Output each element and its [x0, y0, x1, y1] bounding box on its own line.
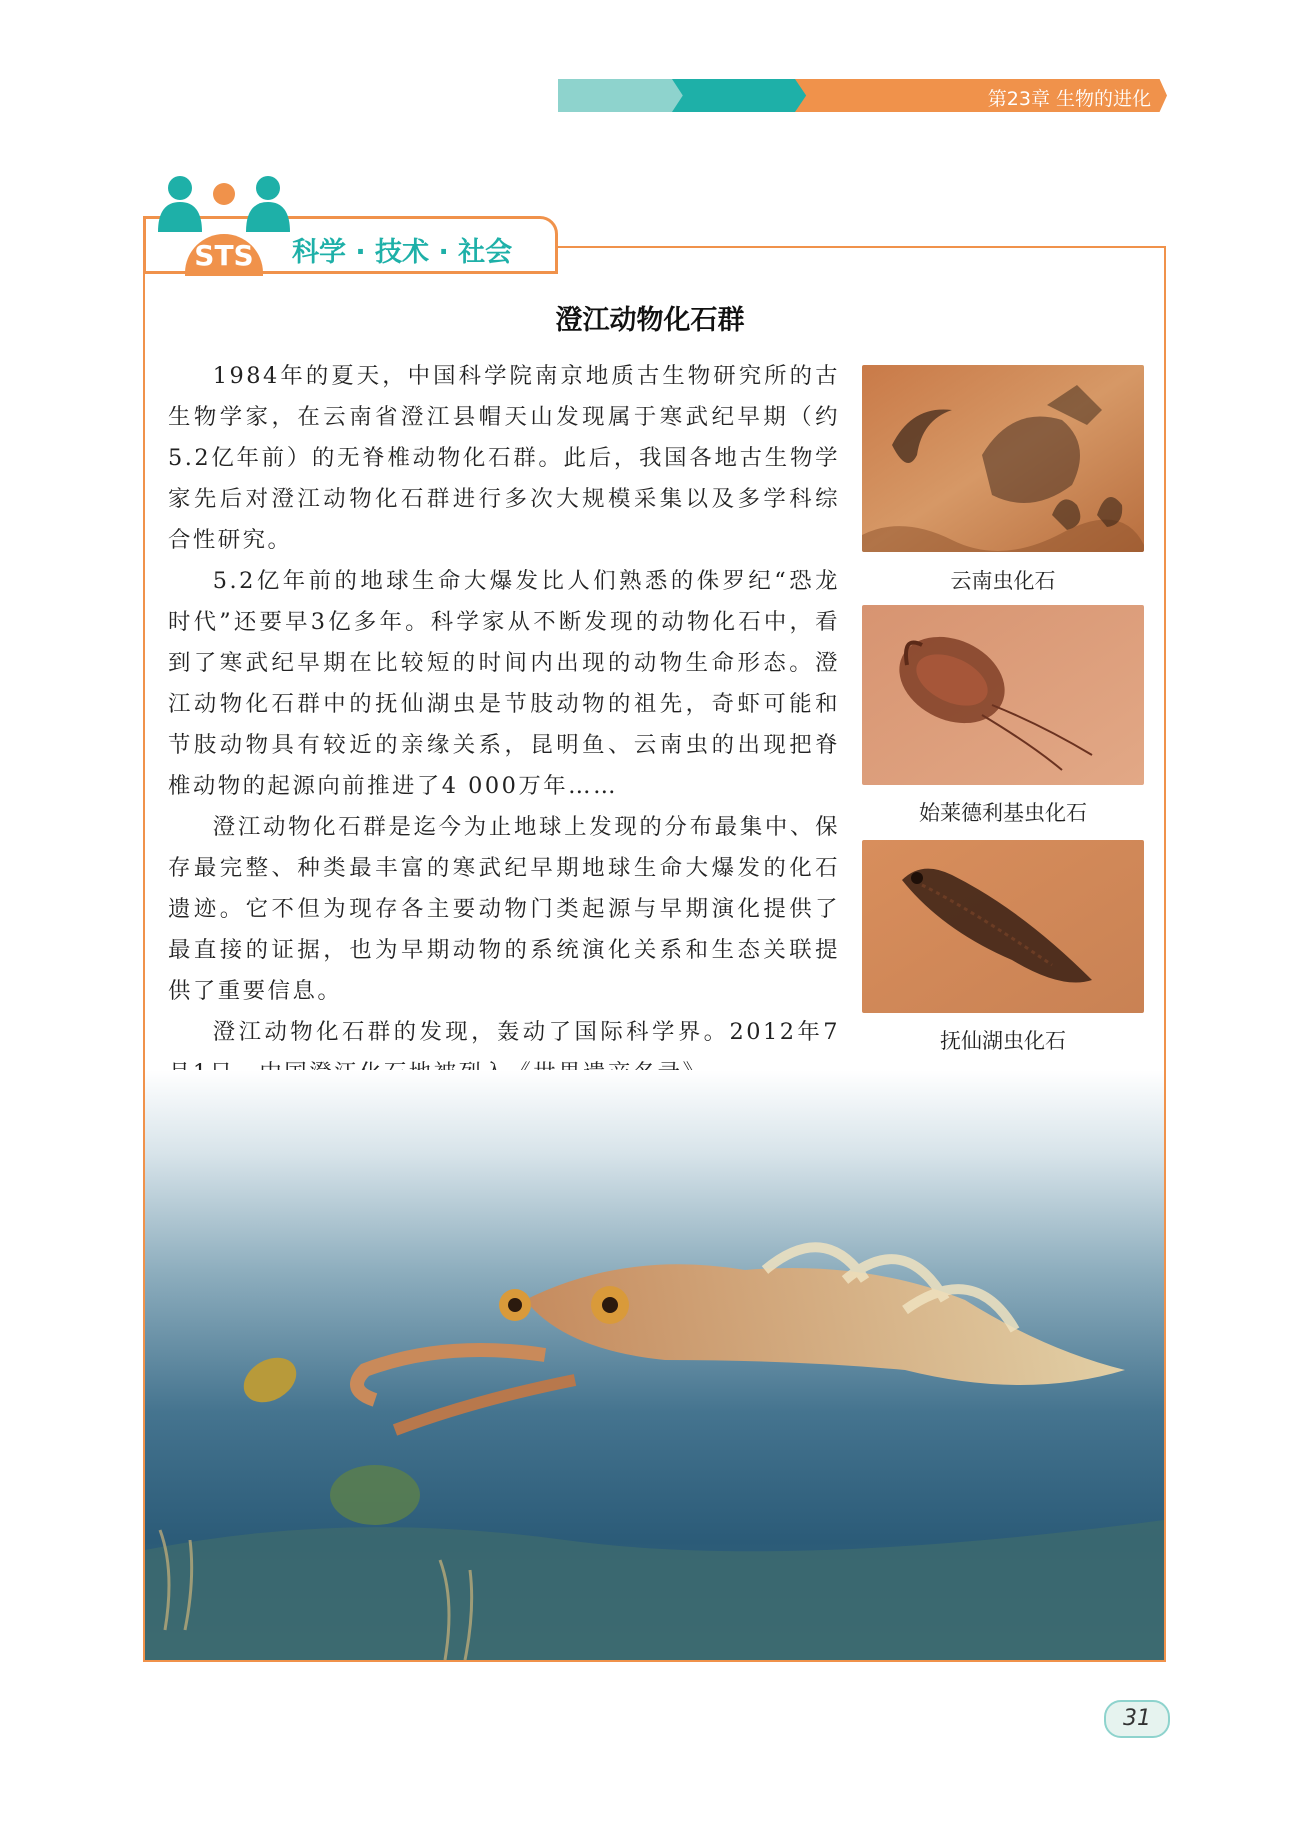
trilobite-fossil-photo — [862, 605, 1144, 785]
paragraph: 5.2亿年前的地球生命大爆发比人们熟悉的侏罗纪“恐龙时代”还要早3亿多年。科学家从不断发现的动物化石中，看到了寒武纪早期在比较短的时间内出现的动物生命形态。澄江动物化石群中的抚仙湖虫是节肢动物的祖先，奇虾可能和节肢动物具有较近的亲缘关系，昆明鱼、云南虫的出现把脊椎动物的起源向前推进了4 000万年…… — [168, 568, 840, 799]
yunnanozoon-fossil-photo — [862, 365, 1144, 552]
paragraph: 1984年的夏天，中国科学院南京地质古生物研究所的古生物学家，在云南省澄江县帽天山发现属于寒武纪早期（约5.2亿年前）的无脊椎动物化石群。此后，我国各地古生物学家先后对澄江动物化石群进行多次大规模采集以及多学科综合性研究。 — [168, 363, 840, 553]
fuxianhuia-fossil-photo — [862, 840, 1144, 1013]
figure-caption: 抚仙湖虫化石 — [940, 1029, 1066, 1053]
sea-scene — [145, 1070, 1164, 1660]
sts-label: 科学 · 技术 · 社会 — [292, 237, 513, 268]
people-icon — [156, 172, 296, 232]
paragraph: 澄江动物化石群是迄今为止地球上发现的分布最集中、保存最完整、种类最丰富的寒武纪早期地球生命大爆发的化石遗迹。它不但为现存各主要动物门类起源与早期演化提供了最直接的证据，也为早期动物的系统演化关系和生态关联提供了重要信息。 — [168, 814, 840, 1004]
article-title: 澄江动物化石群 — [555, 305, 745, 336]
chapter-title: 第23章 生物的进化 — [987, 88, 1151, 110]
page-number: 31 — [1104, 1700, 1170, 1738]
sts-badge: STS — [185, 234, 263, 276]
figure-caption: 始莱德利基虫化石 — [919, 801, 1087, 825]
figure-caption: 云南虫化石 — [950, 569, 1056, 593]
paragraph: 澄江动物化石群的发现，轰动了国际科学界。2012年7 — [212, 1019, 840, 1045]
article-body — [168, 356, 840, 1094]
anomalocaris-illustration — [145, 1070, 1164, 1660]
header-ribbon-segment — [672, 79, 807, 112]
header-ribbon-segment — [558, 79, 686, 112]
